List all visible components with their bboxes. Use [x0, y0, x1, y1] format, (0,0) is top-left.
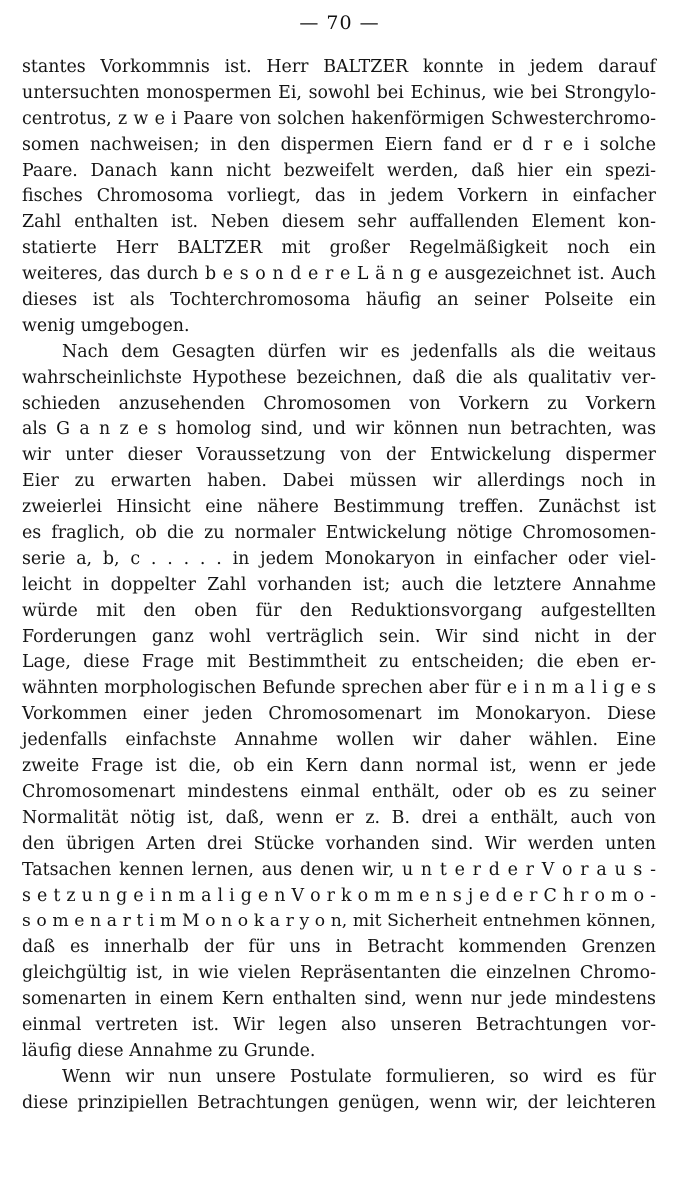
text-line: Normalität nötig ist, daß, wenn er z. B. drei a enthält, auch von [22, 807, 656, 828]
text-line: statierte Herr BALTZER mit großer Regelmäßigkeit noch ein [22, 238, 656, 259]
text-line: Lage, diese Frage mit Bestimmtheit zu entscheiden; die eben er- [22, 652, 656, 673]
text-line: einmal vertreten ist. Wir legen also unseren Betrachtungen vor- [22, 1014, 656, 1035]
text-line: Wenn wir nun unsere Postulate formulieren, so wird es für [62, 1066, 656, 1087]
text-line: Nach dem Gesagten dürfen wir es jedenfalls als die weitaus [62, 341, 656, 362]
text-line: untersuchten monospermen Ei, sowohl bei Echinus, wie bei Strongylo- [22, 82, 656, 103]
text-line: zweierlei Hinsicht eine nähere Bestimmung treffen. Zunächst ist [22, 497, 656, 518]
text-line: es fraglich, ob die zu normaler Entwickelung nötige Chromosomen- [22, 523, 656, 544]
text-line: diese prinzipiellen Betrachtungen genügen, wenn wir, der leichteren [22, 1092, 656, 1113]
text-line: somen nachweisen; in den dispermen Eiern fand er d r e i solche [22, 134, 656, 155]
text-line: dieses ist als Tochterchromosoma häufig an seiner Polseite ein [22, 290, 656, 311]
text-line: Eier zu erwarten haben. Dabei müssen wir allerdings noch in [22, 471, 656, 492]
text-line: Chromosomenart mindestens einmal enthält, oder ob es zu seiner [22, 781, 656, 802]
page-number: — 70 — [299, 12, 380, 34]
text-line: Tatsachen kennen lernen, aus denen wir, u n t e r d e r V o r a u s - [22, 859, 656, 880]
text-line: stantes Vorkommnis ist. Herr BALTZER konnte in jedem darauf [22, 57, 656, 77]
text-line: serie a, b, c . . . . . in jedem Monokaryon in einfacher oder viel- [22, 548, 656, 569]
text-line: somenarten in einem Kern enthalten sind, wenn nur jede mindestens [22, 989, 656, 1010]
text-line: centrotus, z w e i Paare von solchen hakenförmigen Schwesterchromo- [22, 108, 656, 129]
text-line: gleichgültig ist, in wie vielen Repräsentanten die einzelnen Chromo- [22, 963, 656, 984]
text-line: zweite Frage ist die, ob ein Kern dann normal ist, wenn er jede [22, 756, 656, 777]
text-line: läufig diese Annahme zu Grunde. [22, 1040, 316, 1061]
text-line: Paare. Danach kann nicht bezweifelt werden, daß hier ein spezi- [22, 160, 656, 181]
text-line: wenig umgebogen. [22, 315, 190, 336]
text-line: schieden anzusehenden Chromosomen von Vorkern zu Vorkern [22, 393, 656, 414]
text-line: würde mit den oben für den Reduktionsvorgang aufgestellten [22, 600, 656, 621]
text-line: Zahl enthalten ist. Neben diesem sehr auffallenden Element kon- [22, 212, 656, 233]
body-text [22, 55, 656, 1117]
text-line: s o m e n a r t i m M o n o k a r y o n, mit Sicherheit entnehmen können, [22, 911, 656, 932]
text-line: wähnten morphologischen Befunde sprechen aber für e i n m a l i g e s [22, 678, 656, 699]
text-line: jedenfalls einfachste Annahme wollen wir daher wählen. Eine [22, 730, 656, 751]
text-line: den übrigen Arten drei Stücke vorhanden sind. Wir werden unten [22, 833, 656, 854]
text-line: wir unter dieser Voraussetzung von der Entwickelung dispermer [22, 445, 656, 466]
text-line: Forderungen ganz wohl verträglich sein. Wir sind nicht in der [22, 626, 656, 647]
text-line: weiteres, das durch b e s o n d e r e L ä n g e ausgezeichnet ist. Auch [22, 264, 656, 285]
text-line: leicht in doppelter Zahl vorhanden ist; auch die letztere Annahme [22, 574, 656, 595]
text-line: s e t z u n g e i n m a l i g e n V o r k o m m e n s j e d e r C h r o m o - [22, 885, 656, 906]
text-line: als G a n z e s homolog sind, und wir können nun betrachten, was [22, 419, 656, 440]
text-line: fisches Chromosoma vorliegt, das in jedem Vorkern in einfacher [22, 186, 656, 207]
text-line: Vorkommen einer jeden Chromosomenart im Monokaryon. Diese [22, 704, 656, 725]
text-line: daß es innerhalb der für uns in Betracht kommenden Grenzen [22, 937, 656, 958]
text-line: wahrscheinlichste Hypothese bezeichnen, daß die als qualitativ ver- [22, 367, 656, 388]
